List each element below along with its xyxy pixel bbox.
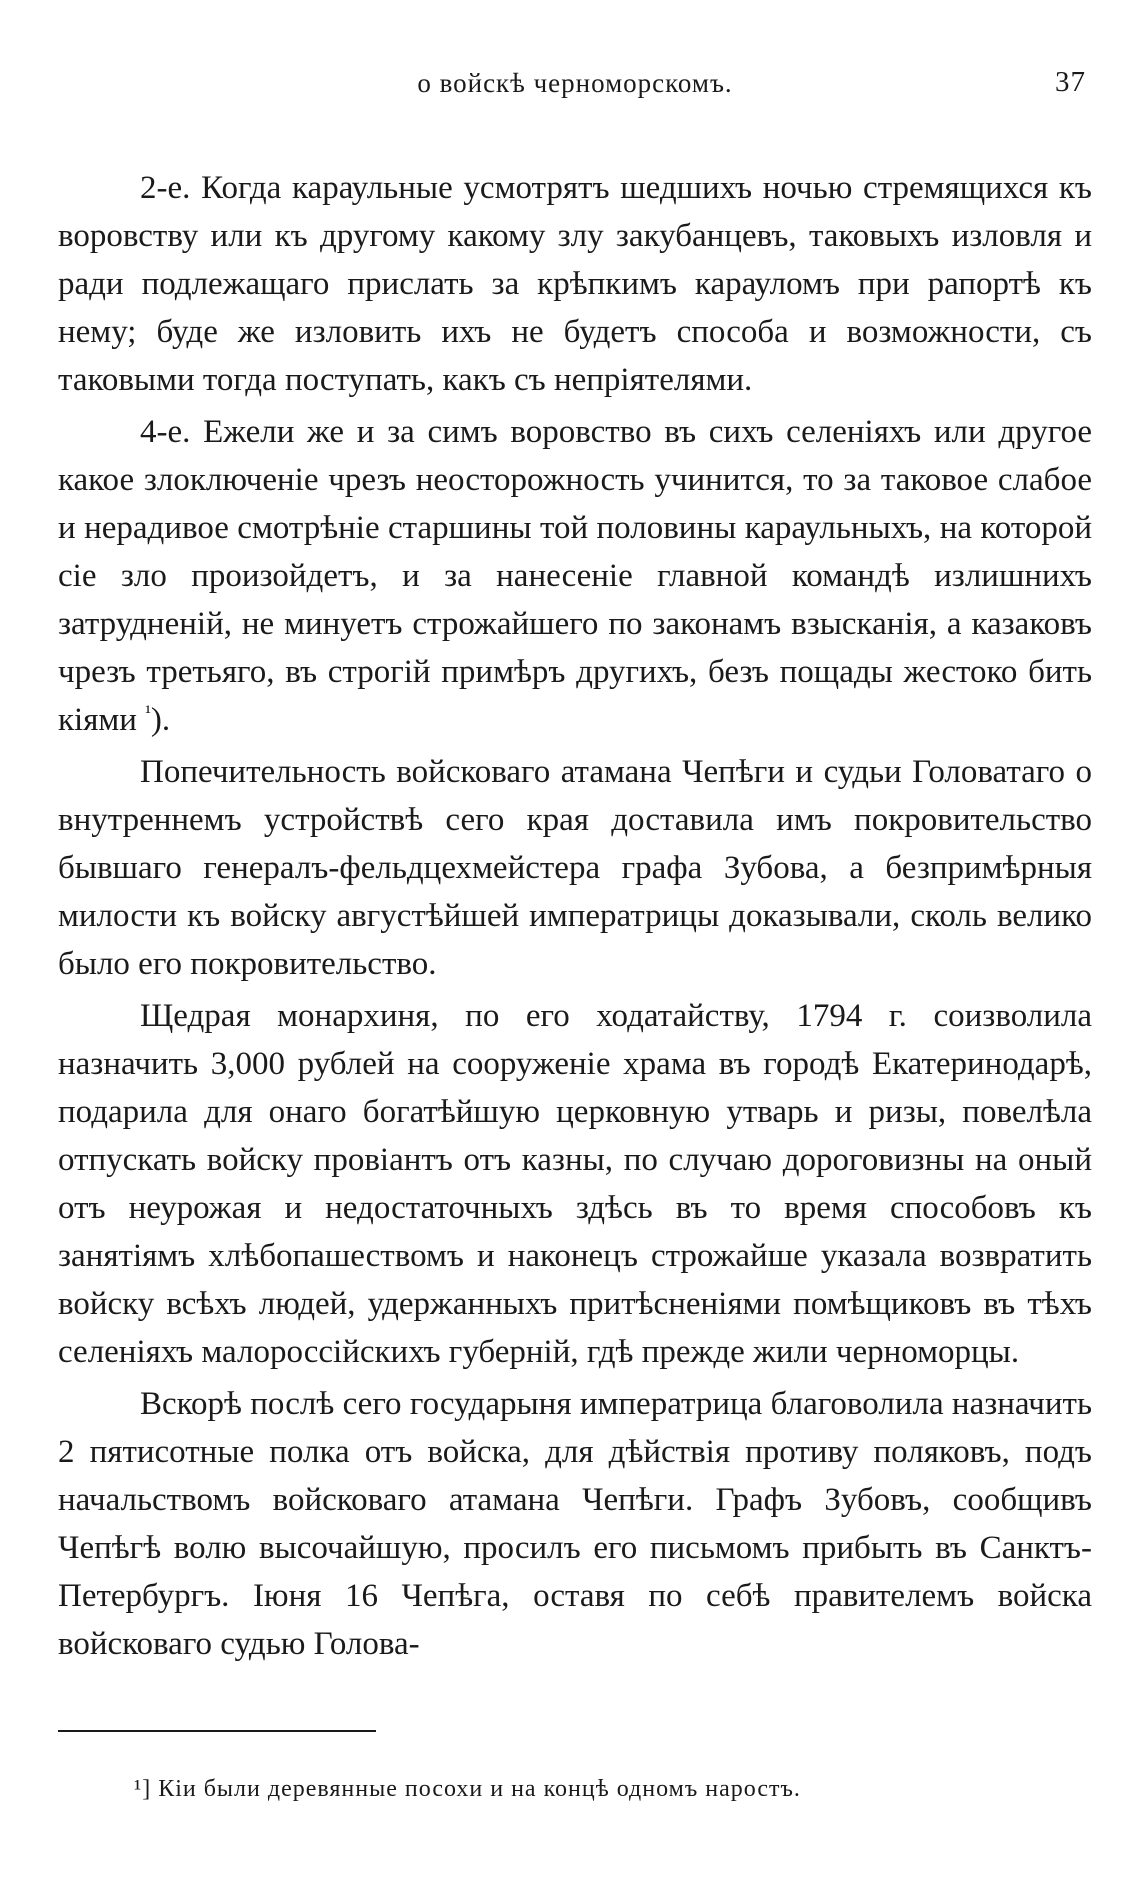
paragraph-text: Щедрая монархиня, по его ходатайству, 1794 г. соизволила назначить 3,000 рублей на сооруженіе храма въ городѣ Екатеринодарѣ, подарила для онаго богатѣйшую церковную утварь и ризы, повелѣла отпускать войску провіантъ отъ казны, по случаю дороговизны на оный отъ неурожая и недостаточныхъ здѣсь въ то время способовъ къ занятіямъ хлѣбопашествомъ и наконецъ строжайше указала возвратить войску всѣхъ людей, удержанныхъ притѣсненіями помѣщиковъ въ тѣхъ селеніяхъ малороссійскихъ губерній, гдѣ прежде жили черноморцы. [58, 998, 1092, 1370]
footnote: ¹] Кіи были деревянные посохи и на концѣ одномъ наростъ. [134, 1776, 801, 1802]
paragraph-regiments [58, 1380, 1092, 1668]
paragraph-text: Попечительность войсковаго атамана Чепѣги и судьи Головатаго о внутреннемъ устройствѣ сего края доставила имъ покровительство бывшаго генералъ-фельдцехмейстера графа Зубова, а безпримѣрныя милости къ войску августѣйшей императрицы доказывали, сколь велико было его покровительство. [58, 754, 1092, 982]
footnote-divider [58, 1730, 376, 1732]
paragraph-item-2 [58, 164, 1092, 404]
page-number: 37 [1055, 66, 1086, 98]
paragraph-tail: ). [150, 702, 171, 738]
running-head: о войскѣ черноморскомъ. [417, 68, 733, 98]
paragraph-attention [58, 748, 1092, 988]
page-header [58, 68, 1092, 110]
paragraph-text: 4-е. Ежели же и за симъ воровство въ сихъ селеніяхъ или другое какое злоключеніе чрезъ неосторожность учинится, то за таковое слабое и нерадивое смотрѣніе старшины той половины караульныхъ, на которой сіе зло произойдетъ, и за нанесеніе главной командѣ излишнихъ затрудненій, не минуетъ строжайшего по законамъ взысканія, а казаковъ чрезъ третьяго, въ строгій примѣръ другихъ, безъ пощады жестоко бить кіями [58, 414, 1092, 738]
paragraph-item-4 [58, 408, 1092, 744]
body-text [58, 164, 1092, 1668]
paragraph-monarch [58, 992, 1092, 1376]
paragraph-text: 2-е. Когда караульные усмотрятъ шедшихъ ночью стремящихся къ воровству или къ другому какому злу закубанцевъ, таковыхъ изловля и ради подлежащаго прислать за крѣпкимъ карауломъ при рапортѣ къ нему; буде же изловить ихъ не будетъ способа и возможности, съ таковыми тогда поступать, какъ съ непріятелями. [58, 170, 1092, 398]
footnote-reference[interactable]: ¹ [145, 702, 151, 723]
paragraph-text: Вскорѣ послѣ сего государыня императрица благоволила назначить 2 пятисотные полка отъ войска, для дѣйствія противу поляковъ, подъ начальствомъ войсковаго атамана Чепѣги. Графъ Зубовъ, сообщивъ Чепѣгѣ волю высочайшую, просилъ его письмомъ прибыть въ Санктъ-Петербургъ. Іюня 16 Чепѣга, оставя по себѣ правителемъ войска войсковаго судью Голова- [58, 1386, 1092, 1662]
